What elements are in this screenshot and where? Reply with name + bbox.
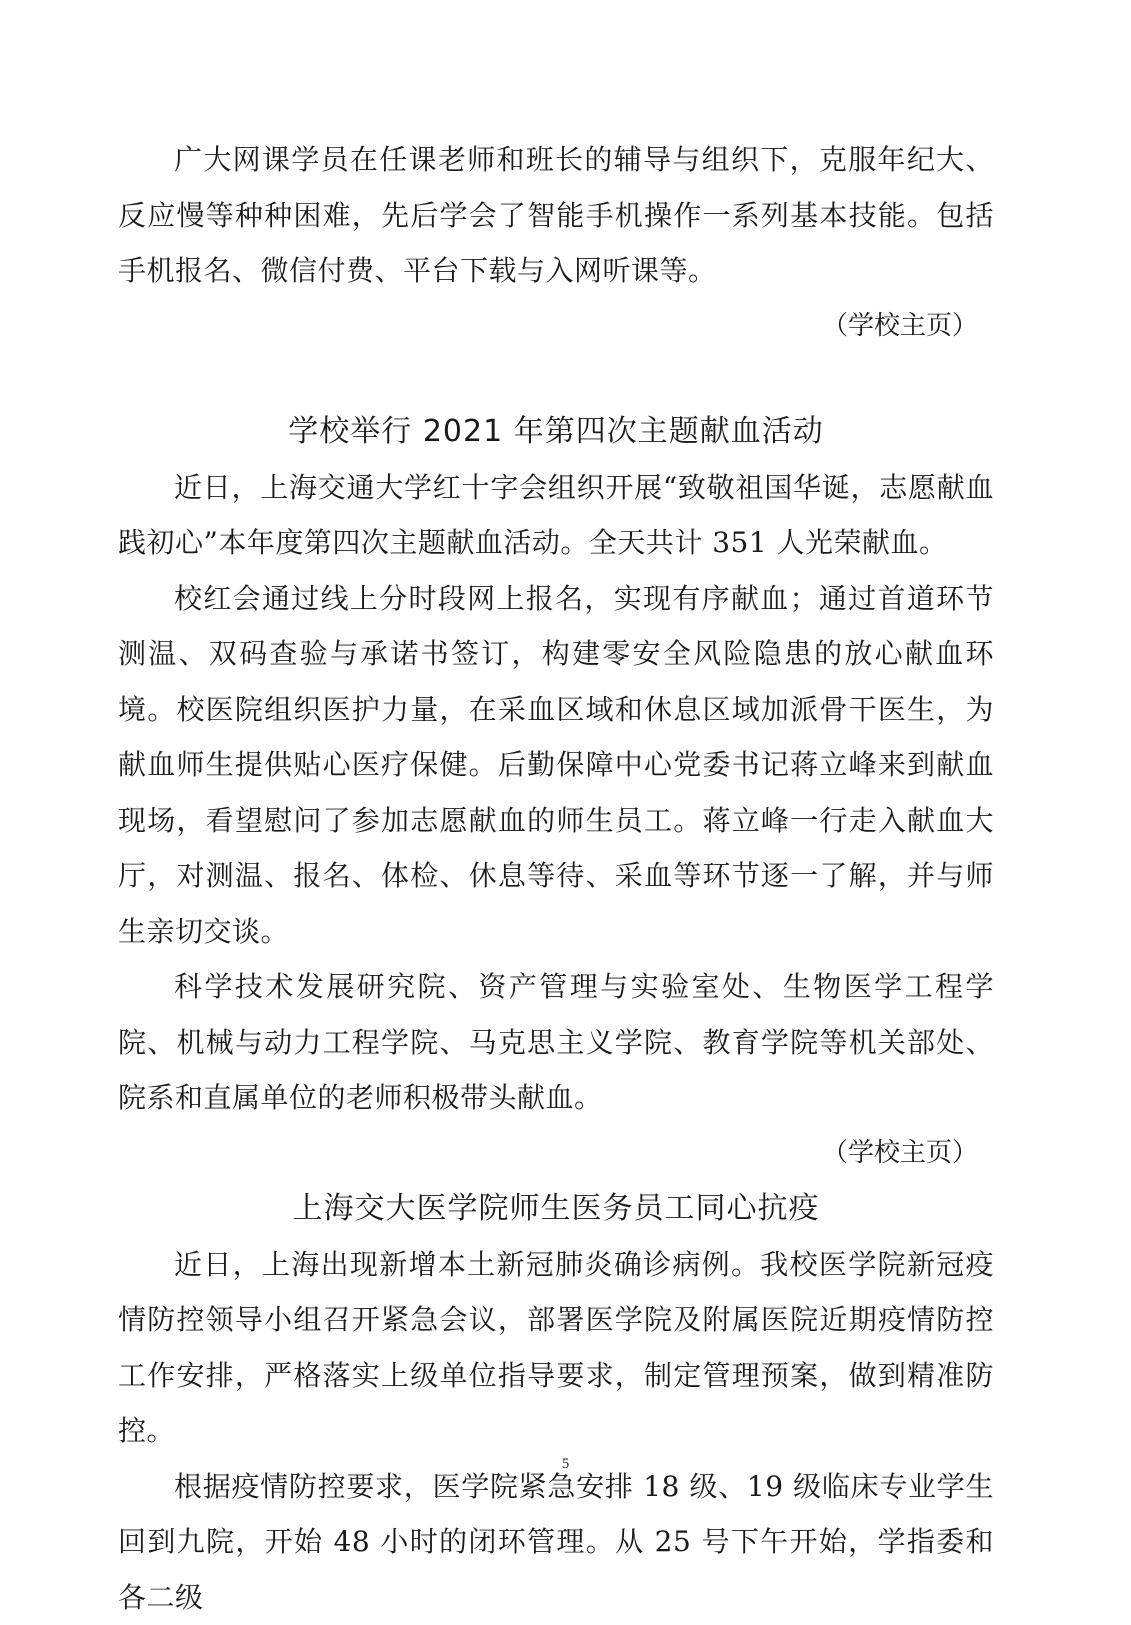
page-content bbox=[118, 132, 994, 1625]
article-source: （学校主页） bbox=[118, 299, 994, 354]
paragraph: 广大网课学员在任课老师和班长的辅导与组织下，克服年纪大、反应慢等种种困难，先后学会了智能手机操作一系列基本技能。包括手机报名、微信付费、平台下载与入网听课等。 bbox=[118, 132, 994, 299]
paragraph: 根据疫情防控要求，医学院紧急安排 18 级、19 级临床专业学生回到九院，开始 48 小时的闭环管理。从 25 号下午开始，学指委和各二级 bbox=[118, 1459, 994, 1625]
paragraph: 近日，上海交通大学红十字会组织开展“致敬祖国华诞，志愿献血践初心”本年度第四次主题献血活动。全天共计 351 人光荣献血。 bbox=[118, 460, 994, 571]
paragraph: 近日，上海出现新增本土新冠肺炎确诊病例。我校医学院新冠疫情防控领导小组召开紧急会议，部署医学院及附属医院近期疫情防控工作安排，严格落实上级单位指导要求，制定管理预案，做到精准防控。 bbox=[118, 1237, 994, 1459]
article-title: 上海交大医学院师生医务员工同心抗疫 bbox=[118, 1181, 994, 1237]
paragraph: 校红会通过线上分时段网上报名，实现有序献血；通过首道环节测温、双码查验与承诺书签订，构建零安全风险隐患的放心献血环境。校医院组织医护力量，在采血区域和休息区域加派骨干医生，为献血师生提供贴心医疗保健。后勤保障中心党委书记蒋立峰来到献血现场，看望慰问了参加志愿献血的师生员工。蒋立峰一行走入献血大厅，对测温、报名、体检、休息等待、采血等环节逐一了解，并与师生亲切交谈。 bbox=[118, 571, 994, 960]
page-number: 5 bbox=[0, 1456, 1131, 1473]
article-title: 学校举行 2021 年第四次主题献血活动 bbox=[118, 404, 994, 460]
paragraph: 科学技术发展研究院、资产管理与实验室处、生物医学工程学院、机械与动力工程学院、马克思主义学院、教育学院等机关部处、院系和直属单位的老师积极带头献血。 bbox=[118, 959, 994, 1126]
article-source: （学校主页） bbox=[118, 1126, 994, 1181]
